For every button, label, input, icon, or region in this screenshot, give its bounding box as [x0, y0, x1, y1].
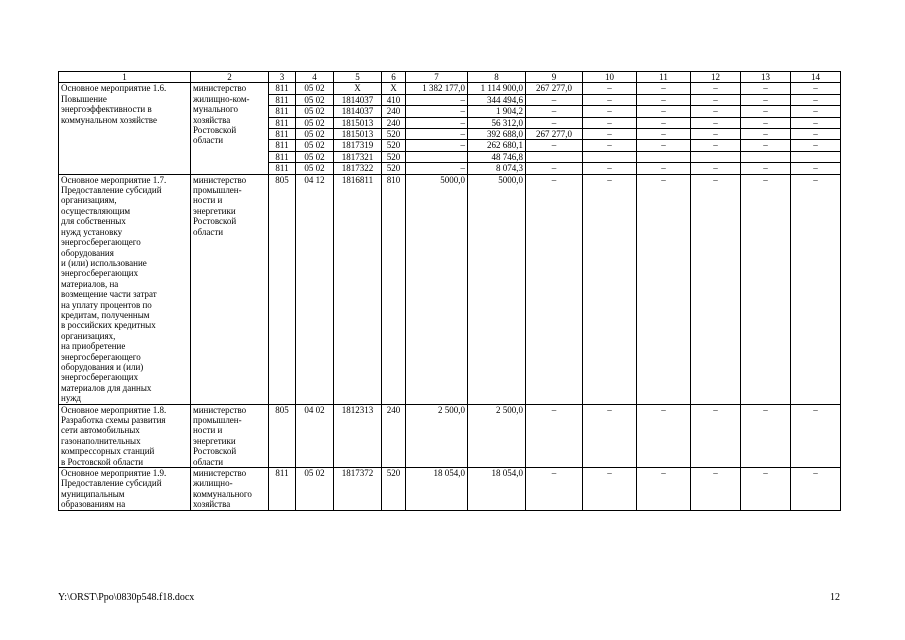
value-cell: 1816811: [334, 174, 382, 404]
value-cell: 2 500,0: [406, 404, 468, 467]
header-cell: 5: [334, 72, 382, 83]
value-cell: 410: [382, 94, 406, 105]
measure-name-line: Предоставление субсидий: [61, 185, 162, 196]
value-cell: [791, 151, 841, 162]
value-cell: –: [637, 140, 691, 151]
header-cell: 1: [59, 72, 191, 83]
measure-name-line: материалов для данных: [61, 382, 152, 393]
value-cell: –: [741, 83, 791, 94]
executor-line: жилищно-ком-: [193, 93, 250, 104]
footer-page-number: 12: [830, 592, 840, 603]
value-cell: –: [583, 404, 637, 467]
measure-name-cell: [59, 404, 191, 467]
value-cell: –: [583, 106, 637, 117]
value-cell: 811: [269, 106, 296, 117]
table-row: [59, 404, 841, 467]
measure-name-line: кредитам, полученным: [61, 309, 150, 320]
value-cell: [691, 151, 741, 162]
value-cell: –: [406, 129, 468, 140]
executor-line: жилищно-: [193, 478, 233, 489]
measure-name-line: Основное мероприятие 1.9.: [61, 468, 167, 479]
value-cell: 1817321: [334, 151, 382, 162]
value-cell: 520: [382, 129, 406, 140]
value-cell: –: [741, 117, 791, 128]
measure-name-line: энергосберегающих: [61, 372, 139, 383]
value-cell: 1814037: [334, 106, 382, 117]
executor-line: области: [193, 456, 224, 467]
value-cell: –: [583, 468, 637, 511]
measure-name-line: Разработка схемы развития: [61, 415, 166, 425]
value-cell: –: [406, 106, 468, 117]
value-cell: X: [382, 83, 406, 94]
executor-line: министерство: [193, 83, 247, 94]
measure-name-line: оборудования: [61, 247, 114, 258]
header-cell: 4: [296, 72, 334, 83]
measure-name-line: в российских кредитных: [61, 320, 156, 331]
executor-line: ности и: [193, 425, 223, 436]
executor-line: области: [193, 135, 224, 146]
value-cell: 520: [382, 140, 406, 151]
measure-name-line: Предоставление субсидий: [61, 478, 162, 489]
value-cell: [526, 151, 583, 162]
value-cell: –: [526, 404, 583, 467]
value-cell: –: [583, 94, 637, 105]
header-cell: 3: [269, 72, 296, 83]
value-cell: –: [526, 163, 583, 174]
value-cell: –: [526, 174, 583, 404]
measure-name-cell: [59, 83, 191, 174]
value-cell: 240: [382, 404, 406, 467]
executor-line: ности и: [193, 195, 223, 206]
measure-name-line: на уплату процентов по: [61, 299, 152, 310]
value-cell: 1 382 177,0: [406, 83, 468, 94]
value-cell: 18 054,0: [406, 468, 468, 511]
measure-name-line: сети автомобильных: [61, 425, 140, 436]
measure-name-line: материалов, на: [61, 278, 119, 289]
value-cell: [406, 151, 468, 162]
value-cell: –: [526, 468, 583, 511]
value-cell: –: [741, 468, 791, 511]
header-cell: 6: [382, 72, 406, 83]
value-cell: 805: [269, 174, 296, 404]
value-cell: –: [406, 117, 468, 128]
value-cell: –: [741, 163, 791, 174]
executor-line: Ростовской: [193, 216, 237, 227]
measure-name-line: энергосберегающего: [61, 237, 141, 248]
value-cell: –: [637, 117, 691, 128]
measure-name-line: на приобретение: [61, 341, 126, 352]
value-cell: 267 277,0: [526, 129, 583, 140]
value-cell: 1815013: [334, 117, 382, 128]
value-cell: 520: [382, 163, 406, 174]
executor-line: промышлен-: [193, 415, 242, 425]
value-cell: 1814037: [334, 94, 382, 105]
value-cell: 810: [382, 174, 406, 404]
value-cell: 05 02: [296, 163, 334, 174]
value-cell: 811: [269, 129, 296, 140]
measure-name-line: возмещение части затрат: [61, 289, 157, 300]
value-cell: –: [691, 140, 741, 151]
header-cell: 2: [191, 72, 269, 83]
value-cell: 05 02: [296, 83, 334, 94]
value-cell: –: [637, 404, 691, 467]
value-cell: 04 02: [296, 404, 334, 467]
header-row: [59, 72, 841, 83]
value-cell: –: [406, 163, 468, 174]
value-cell: –: [791, 140, 841, 151]
header-cell: 12: [691, 72, 741, 83]
value-cell: –: [637, 174, 691, 404]
value-cell: 05 02: [296, 129, 334, 140]
value-cell: –: [741, 94, 791, 105]
value-cell: –: [791, 83, 841, 94]
executor-line: энергетики: [193, 435, 236, 446]
header-cell: 7: [406, 72, 468, 83]
measure-name-cell: [59, 468, 191, 511]
value-cell: 520: [382, 151, 406, 162]
executor-line: министерство: [193, 468, 247, 479]
value-cell: 262 680,1: [468, 140, 526, 151]
value-cell: –: [791, 174, 841, 404]
value-cell: 48 746,8: [468, 151, 526, 162]
value-cell: –: [637, 83, 691, 94]
value-cell: –: [791, 404, 841, 467]
executor-cell: [191, 83, 269, 174]
value-cell: 5000,0: [468, 174, 526, 404]
executor-line: хозяйства: [193, 114, 231, 125]
measure-name-line: муниципальным: [61, 488, 125, 499]
value-cell: 1 114 900,0: [468, 83, 526, 94]
measure-name-line: организациях,: [61, 330, 116, 341]
value-cell: 05 02: [296, 117, 334, 128]
table-row: [59, 83, 841, 94]
value-cell: 1 904,2: [468, 106, 526, 117]
table-viewport: [58, 71, 842, 583]
value-cell: –: [691, 117, 741, 128]
value-cell: –: [637, 468, 691, 511]
measure-name-line: организациям,: [61, 195, 117, 206]
value-cell: 05 02: [296, 106, 334, 117]
value-cell: 240: [382, 106, 406, 117]
value-cell: 344 494,6: [468, 94, 526, 105]
value-cell: –: [637, 106, 691, 117]
value-cell: 811: [269, 140, 296, 151]
measure-name-line: образованиям на: [61, 499, 126, 510]
value-cell: 05 02: [296, 94, 334, 105]
value-cell: 05 02: [296, 468, 334, 511]
executor-line: Ростовской: [193, 125, 237, 136]
value-cell: –: [583, 140, 637, 151]
value-cell: –: [526, 117, 583, 128]
value-cell: [583, 151, 637, 162]
value-cell: [741, 151, 791, 162]
value-cell: –: [637, 163, 691, 174]
measure-name-line: энергосберегающего: [61, 351, 141, 362]
value-cell: –: [691, 106, 741, 117]
executor-line: энергетики: [193, 205, 236, 216]
header-cell: 11: [637, 72, 691, 83]
executor-line: мунального: [193, 104, 238, 115]
value-cell: –: [583, 174, 637, 404]
measure-name-line: Повышение: [61, 93, 107, 104]
value-cell: –: [691, 94, 741, 105]
value-cell: 805: [269, 404, 296, 467]
executor-line: коммунального: [193, 488, 252, 499]
measure-name-line: оборудования и (или): [61, 361, 144, 372]
value-cell: –: [406, 140, 468, 151]
value-cell: –: [691, 468, 741, 511]
value-cell: X: [334, 83, 382, 94]
value-cell: 1817372: [334, 468, 382, 511]
measure-name-line: Основное мероприятие 1.8.: [61, 404, 167, 415]
value-cell: 18 054,0: [468, 468, 526, 511]
value-cell: [637, 151, 691, 162]
value-cell: 04 12: [296, 174, 334, 404]
measure-name-line: Основное мероприятие 1.7.: [61, 174, 167, 185]
value-cell: –: [583, 129, 637, 140]
value-cell: 392 688,0: [468, 129, 526, 140]
value-cell: 1812313: [334, 404, 382, 467]
executor-line: министерство: [193, 174, 247, 185]
value-cell: 811: [269, 163, 296, 174]
measure-name-line: энергоэффективности в: [61, 104, 152, 115]
value-cell: 2 500,0: [468, 404, 526, 467]
table-row: [59, 468, 841, 511]
table-row: [59, 174, 841, 404]
value-cell: 520: [382, 468, 406, 511]
footer-file-path: Y:\ORST\Ppo\0830p548.f18.docx: [58, 592, 195, 603]
value-cell: 240: [382, 117, 406, 128]
measure-name-line: нужд установку: [61, 226, 123, 237]
measure-name-line: нужд: [61, 393, 81, 404]
header-cell: 13: [741, 72, 791, 83]
value-cell: –: [637, 94, 691, 105]
value-cell: –: [526, 140, 583, 151]
budget-table: [58, 71, 841, 511]
executor-line: промышлен-: [193, 185, 242, 196]
value-cell: 811: [269, 83, 296, 94]
value-cell: 05 02: [296, 151, 334, 162]
value-cell: –: [741, 106, 791, 117]
value-cell: 8 074,3: [468, 163, 526, 174]
header-cell: 9: [526, 72, 583, 83]
executor-cell: [191, 174, 269, 404]
value-cell: –: [741, 174, 791, 404]
executor-line: области: [193, 226, 224, 237]
measure-name-line: и (или) использование: [61, 257, 147, 268]
measure-name-line: Основное мероприятие 1.6.: [61, 83, 167, 94]
measure-name-line: газонаполнительных: [61, 435, 141, 446]
value-cell: –: [691, 174, 741, 404]
value-cell: 5000,0: [406, 174, 468, 404]
table-body: [59, 72, 841, 511]
value-cell: –: [791, 117, 841, 128]
value-cell: –: [691, 163, 741, 174]
value-cell: 267 277,0: [526, 83, 583, 94]
executor-cell: [191, 404, 269, 467]
value-cell: –: [526, 94, 583, 105]
value-cell: –: [637, 129, 691, 140]
value-cell: 56 312,0: [468, 117, 526, 128]
value-cell: 1817319: [334, 140, 382, 151]
header-cell: 10: [583, 72, 637, 83]
value-cell: –: [583, 117, 637, 128]
measure-name-line: энергосберегающих: [61, 268, 139, 279]
executor-line: хозяйства: [193, 499, 231, 510]
value-cell: –: [741, 129, 791, 140]
value-cell: –: [791, 94, 841, 105]
value-cell: 1817322: [334, 163, 382, 174]
measure-name-line: компрессорных станций: [61, 446, 155, 457]
measure-name-line: осуществляющим: [61, 205, 131, 216]
value-cell: 811: [269, 468, 296, 511]
value-cell: –: [691, 404, 741, 467]
value-cell: –: [791, 129, 841, 140]
value-cell: –: [526, 106, 583, 117]
header-cell: 14: [791, 72, 841, 83]
measure-name-line: в Ростовской области: [61, 456, 144, 467]
executor-line: министерство: [193, 404, 247, 415]
value-cell: 811: [269, 94, 296, 105]
measure-name-cell: [59, 174, 191, 404]
value-cell: –: [791, 106, 841, 117]
measure-name-line: для собственных: [61, 216, 126, 227]
value-cell: –: [406, 94, 468, 105]
measure-name-line: коммунальном хозяйстве: [61, 114, 157, 125]
value-cell: –: [691, 129, 741, 140]
executor-line: Ростовской: [193, 446, 237, 457]
value-cell: –: [583, 163, 637, 174]
value-cell: 811: [269, 151, 296, 162]
executor-cell: [191, 468, 269, 511]
value-cell: 811: [269, 117, 296, 128]
value-cell: –: [741, 404, 791, 467]
value-cell: 1815013: [334, 129, 382, 140]
value-cell: –: [691, 83, 741, 94]
value-cell: –: [583, 83, 637, 94]
value-cell: –: [741, 140, 791, 151]
value-cell: –: [791, 163, 841, 174]
header-cell: 8: [468, 72, 526, 83]
value-cell: –: [791, 468, 841, 511]
value-cell: 05 02: [296, 140, 334, 151]
